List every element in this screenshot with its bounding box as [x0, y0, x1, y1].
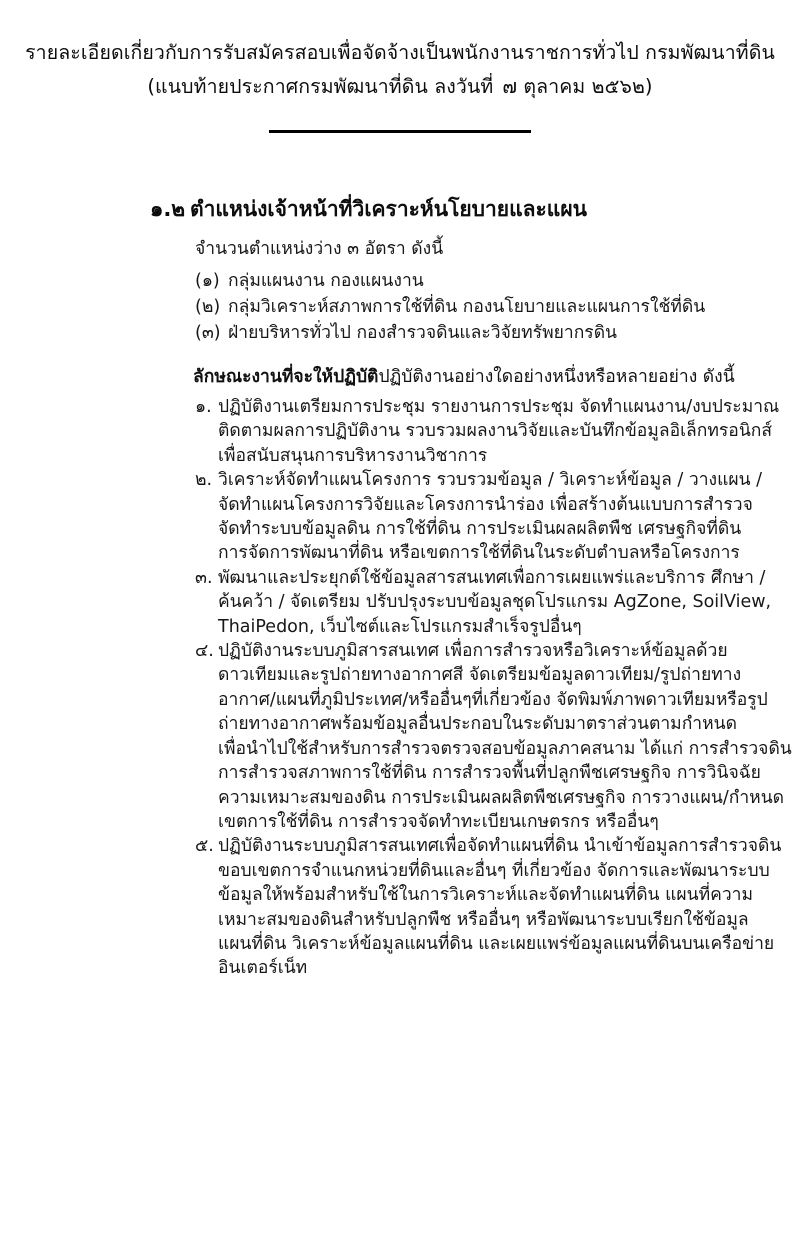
list-item	[195, 268, 800, 294]
duty-line: ดาวเทียมและรูปถ่ายทางอากาศสี จัดเตรียมข้อมูลดาวเทียม/รูปถ่ายทาง	[218, 665, 742, 686]
duty-line: จัดทำแผนโครงการวิจัยและโครงการนำร่อง เพื่อสร้างต้นแบบการสำรวจ	[218, 494, 753, 515]
section-heading	[0, 195, 800, 223]
duty-line: แผนที่ดิน วิเคราะห์ข้อมูลแผนที่ดิน และเผยแพร่ข้อมูลแผนที่ดินบนเครือข่าย	[218, 933, 775, 954]
unit-marker: (๑)	[195, 271, 220, 291]
document-title-line-2-prefix: (แนบท้ายประกาศกรมพัฒนาที่ดิน ลงวันที่	[147, 75, 494, 98]
duty-line: ติดตามผลการปฏิบัติงาน รวบรวมผลงานวิจัยและบันทึกข้อมูลอิเล็กทรอนิกส์	[218, 421, 773, 442]
unit-label: ฝ่ายบริหารทั่วไป กองสำรวจดินและวิจัยทรัพยากรดิน	[228, 323, 618, 343]
duty-line: การสำรวจสภาพการใช้ที่ดิน การสำรวจพื้นที่ปลูกพืชเศรษฐกิจ การวินิจฉัย	[218, 763, 761, 784]
list-item	[195, 566, 775, 639]
document-title-line-2	[0, 72, 800, 102]
duty-line: ขอบเขตการจำแนกหน่วยที่ดินและอื่นๆ ที่เกี่ยวข้อง จัดการและพัฒนาระบบ	[218, 860, 770, 881]
duties-heading	[0, 364, 800, 390]
header-divider	[269, 130, 531, 133]
duty-marker: ๓.	[195, 567, 213, 588]
document-title-date: ๗ ตุลาคม ๒๕๖๒)	[502, 75, 653, 98]
duty-marker: ๒.	[195, 470, 213, 491]
duty-line: ความเหมาะสมของดิน การประเมินผลผลิตพืชเศรษฐกิจ การวางแผน/กำหนด	[218, 787, 785, 808]
unit-label: กลุ่มแผนงาน กองแผนงาน	[228, 271, 424, 291]
document-title-line-1: รายละเอียดเกี่ยวกับการรับสมัครสอบเพื่อจัดจ้างเป็นพนักงานราชการทั่วไป กรมพัฒนาที่ดิน	[25, 41, 775, 64]
duty-line: ค้นคว้า / จัดเตรียม ปรับปรุงระบบข้อมูลชุดโปรแกรม AgZone, SoilView,	[218, 592, 772, 613]
duty-text	[218, 468, 775, 566]
duty-text	[218, 566, 775, 639]
duty-marker: ๔.	[195, 641, 214, 662]
header-divider-wrap	[0, 130, 800, 133]
duty-line: ถ่ายทางอากาศพร้อมข้อมูลอื่นประกอบในระดับมาตราส่วนตามกำหนด	[218, 714, 737, 735]
list-item	[195, 395, 780, 468]
vacancy-count-line: จำนวนตำแหน่งว่าง ๓ อัตรา ดังนี้	[195, 239, 444, 259]
unit-marker: (๓)	[195, 323, 221, 343]
duty-line: จัดทำระบบข้อมูลดิน การใช้ที่ดิน การประเมินผลผลิตพืช เศรษฐกิจที่ดิน	[218, 519, 742, 540]
duty-line: ปฏิบัติงานระบบภูมิสารสนเทศเพื่อจัดทำแผนที่ดิน นำเข้าข้อมูลการสำรวจดิน	[218, 836, 782, 857]
duty-line: ข้อมูลให้พร้อมสำหรับใช้ในการวิเคราะห์และจัดทำแผนที่ดิน แผนที่ความ	[218, 885, 754, 906]
duty-line: ปฏิบัติงานเตรียมการประชุม รายงานการประชุม จัดทำแผนงาน/งบประมาณ	[218, 397, 780, 417]
duty-list	[0, 395, 800, 981]
duty-line: วิเคราะห์จัดทำแผนโครงการ รวบรวมข้อมูล / วิเคราะห์ข้อมูล / วางแผน /	[218, 470, 763, 491]
document-header	[0, 0, 800, 102]
duty-text	[218, 639, 792, 834]
duty-line: ปฏิบัติงานระบบภูมิสารสนเทศ เพื่อการสำรวจหรือวิเคราะห์ข้อมูลด้วย	[218, 641, 728, 662]
section-number: ๑.๒	[150, 197, 186, 221]
document-body	[0, 195, 800, 981]
list-item	[195, 834, 782, 980]
duty-text	[218, 395, 779, 468]
duty-marker: ๑.	[195, 397, 212, 417]
duties-heading-rest: ปฏิบัติงานอย่างใดอย่างหนึ่งหรือหลายอย่าง ดังนี้	[378, 367, 735, 387]
section-title: ตำแหน่งเจ้าหน้าที่วิเคราะห์นโยบายและแผน	[190, 197, 587, 221]
duty-line: เขตการใช้ที่ดิน การสำรวจจัดทำทะเบียนเกษตรกร หรืออื่นๆ	[218, 811, 659, 832]
duty-text	[218, 834, 781, 980]
list-item	[195, 294, 800, 320]
duty-line: ThaiPedon, เว็บไซต์และโปรแกรมสำเร็จรูปอื่นๆ	[218, 616, 582, 637]
duty-line: พัฒนาและประยุกต์ใช้ข้อมูลสารสนเทศเพื่อการเผยแพร่และบริการ ศึกษา /	[218, 567, 766, 588]
duty-line: เพื่อสนับสนุนการบริหารงานวิชาการ	[218, 445, 488, 466]
duty-line: การจัดการพัฒนาที่ดิน หรือเขตการใช้ที่ดินในระดับตำบลหรือโครงการ	[218, 543, 740, 564]
duty-marker: ๕.	[195, 836, 214, 857]
duty-line: เหมาะสมของดินสำหรับปลูกพืช หรืออื่นๆ หรือพัฒนาระบบเรียกใช้ข้อมูล	[218, 909, 749, 930]
duty-line: เพื่อนำไปใช้สำหรับการสำรวจตรวจสอบข้อมูลภาคสนาม ได้แก่ การสำรวจดิน	[218, 738, 792, 759]
duties-heading-bold: ลักษณะงานที่จะให้ปฏิบัติ	[193, 367, 379, 387]
unit-marker: (๒)	[195, 297, 221, 317]
list-item	[195, 468, 775, 566]
unit-list	[0, 268, 800, 346]
duty-line: อินเตอร์เน็ท	[218, 958, 308, 979]
unit-label: กลุ่มวิเคราะห์สภาพการใช้ที่ดิน กองนโยบายและแผนการใช้ที่ดิน	[228, 297, 706, 317]
list-item	[195, 639, 792, 834]
list-item	[195, 320, 800, 346]
duty-line: อากาศ/แผนที่ภูมิประเทศ/หรืออื่นๆที่เกี่ยวข้อง จัดพิมพ์ภาพดาวเทียมหรือรูป	[218, 689, 768, 710]
